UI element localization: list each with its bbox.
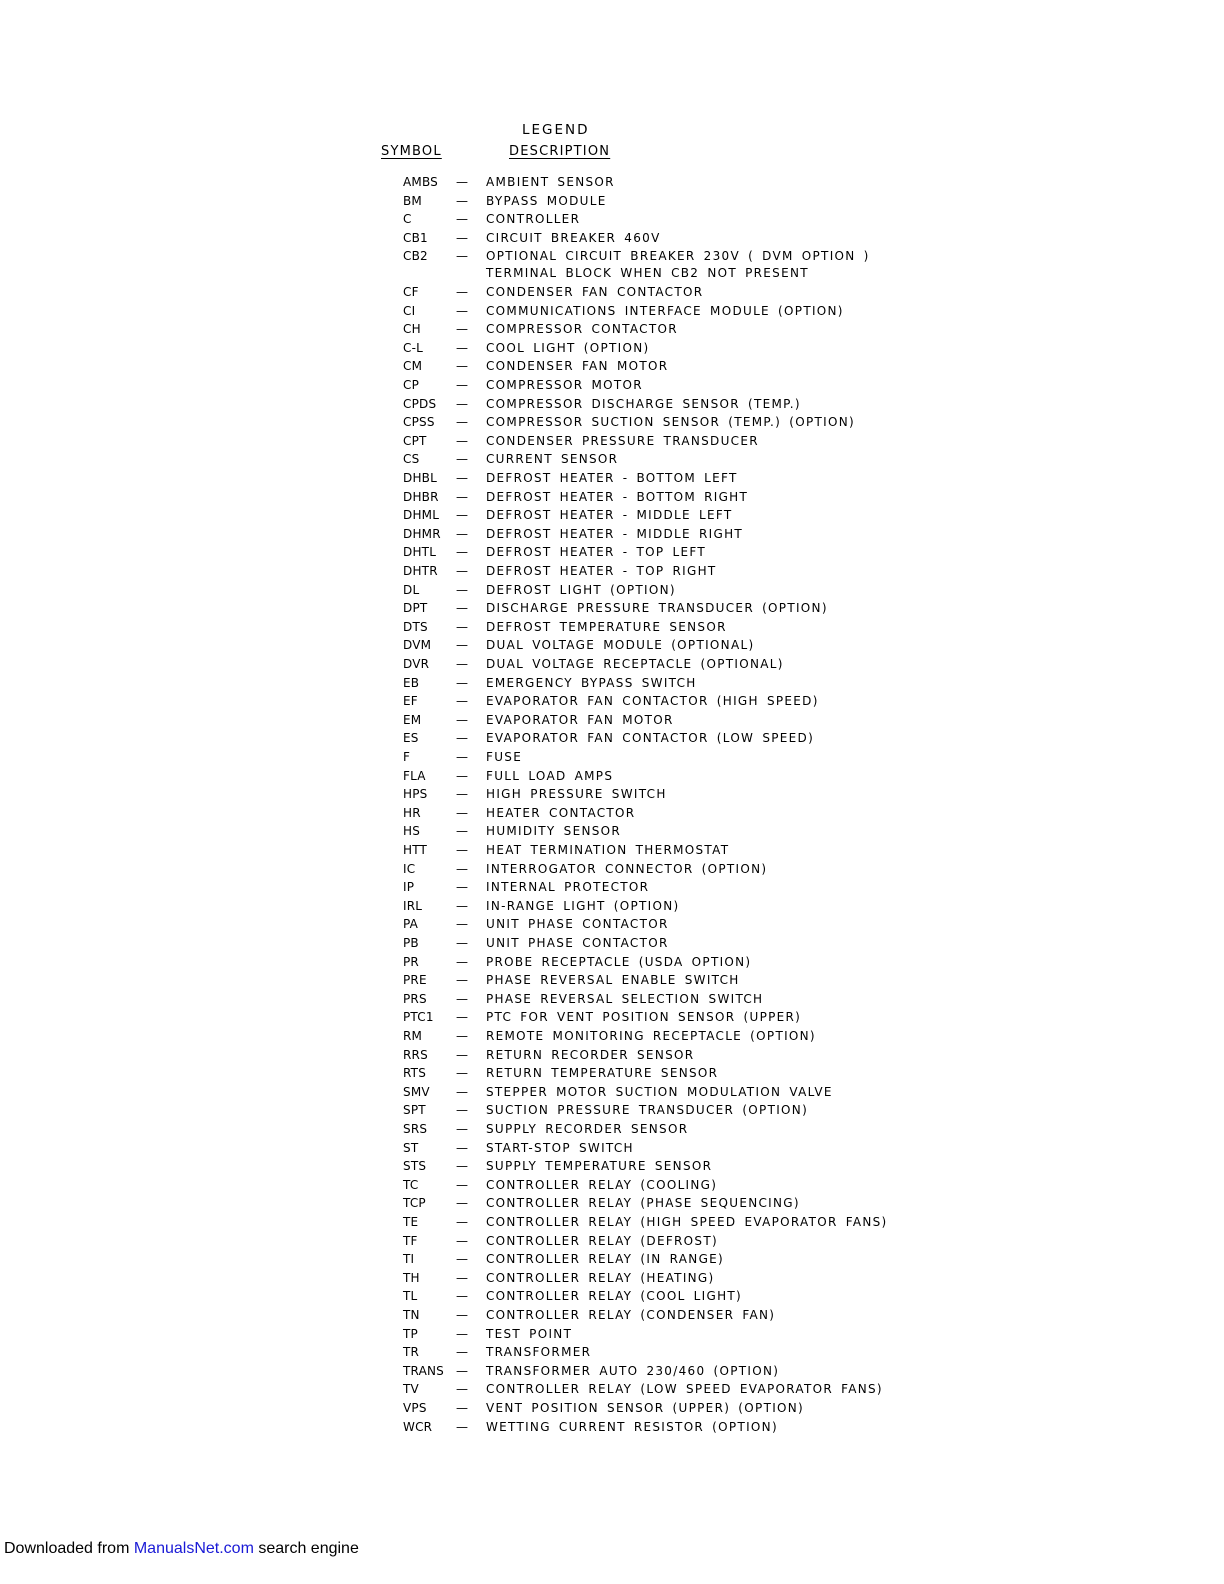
- entry-description: DEFROST HEATER - MIDDLE RIGHT: [486, 526, 744, 541]
- entry-symbol: DHBR: [403, 489, 439, 504]
- entry-dash: —: [456, 694, 468, 709]
- entry-description: TRANSFORMER: [486, 1345, 592, 1360]
- entry-dash: —: [456, 545, 468, 560]
- entry-description: DEFROST HEATER - BOTTOM LEFT: [486, 471, 738, 485]
- symbol-column-header: SYMBOL: [381, 144, 442, 159]
- entry-description: RETURN TEMPERATURE SENSOR: [486, 1066, 719, 1081]
- entry-dash: —: [456, 675, 468, 690]
- entry-description: PTC FOR VENT POSITION SENSOR (UPPER): [486, 1010, 802, 1025]
- entry-description: UNIT PHASE CONTACTOR: [486, 917, 669, 932]
- entry-symbol: HPS: [403, 787, 428, 802]
- entry-symbol: DHTR: [403, 564, 438, 578]
- entry-description: DISCHARGE PRESSURE TRANSDUCER (OPTION): [486, 601, 828, 616]
- entry-description: COMPRESSOR CONTACTOR: [486, 322, 678, 337]
- entry-symbol: FLA: [403, 768, 426, 783]
- entry-description: CONDENSER FAN CONTACTOR: [486, 285, 704, 299]
- entry-description: FUSE: [486, 750, 523, 764]
- entry-description: EVAPORATOR FAN CONTACTOR (HIGH SPEED): [486, 694, 819, 709]
- entry-dash: —: [456, 601, 468, 616]
- entry-description: DEFROST TEMPERATURE SENSOR: [486, 619, 727, 634]
- entry-description: SUPPLY RECORDER SENSOR: [486, 1122, 689, 1136]
- entry-dash: —: [456, 1177, 468, 1192]
- entry-description: PHASE REVERSAL SELECTION SWITCH: [486, 991, 764, 1006]
- entry-symbol: TRANS: [403, 1363, 444, 1378]
- entry-description: DEFROST LIGHT (OPTION): [486, 582, 676, 597]
- entry-symbol: SMV: [403, 1084, 430, 1099]
- entry-symbol: RM: [403, 1029, 423, 1043]
- entry-description: COMPRESSOR SUCTION SENSOR (TEMP.) (OPTION): [486, 415, 856, 430]
- entry-description: DUAL VOLTAGE MODULE (OPTIONAL): [486, 638, 755, 653]
- entry-symbol: ST: [403, 1140, 419, 1155]
- entry-symbol: DHMR: [403, 526, 441, 541]
- entry-dash: —: [456, 396, 468, 411]
- entry-symbol: EF: [403, 694, 418, 709]
- entry-dash: —: [456, 991, 468, 1006]
- entry-dash: —: [456, 359, 468, 374]
- entry-symbol: PB: [403, 936, 419, 950]
- entry-dash: —: [456, 1363, 468, 1378]
- entry-description: CIRCUIT BREAKER 460V: [486, 230, 661, 245]
- entry-description: EVAPORATOR FAN MOTOR: [486, 712, 674, 727]
- entry-description: INTERNAL PROTECTOR: [486, 880, 650, 895]
- entry-symbol: TH: [403, 1270, 420, 1285]
- entry-dash: —: [456, 1401, 468, 1415]
- entry-dash: —: [456, 582, 468, 597]
- entry-symbol: CH: [403, 322, 421, 337]
- footer-suffix: search engine: [253, 1540, 359, 1557]
- entry-symbol: SPT: [403, 1103, 426, 1118]
- entry-symbol: DVM: [403, 638, 432, 653]
- entry-description: DUAL VOLTAGE RECEPTACLE (OPTIONAL): [486, 657, 784, 671]
- entry-description: PHASE REVERSAL ENABLE SWITCH: [486, 973, 740, 988]
- entry-dash: —: [456, 1382, 468, 1397]
- entry-description: WETTING CURRENT RESISTOR (OPTION): [486, 1419, 778, 1434]
- entry-dash: —: [456, 1308, 468, 1322]
- entry-dash: —: [456, 861, 468, 876]
- entry-description: CONTROLLER RELAY (LOW SPEED EVAPORATOR FANS): [486, 1382, 883, 1397]
- entry-dash: —: [456, 954, 468, 969]
- entry-dash: —: [456, 787, 468, 802]
- entry-symbol: CPDS: [403, 396, 437, 411]
- entry-symbol: ES: [403, 731, 419, 746]
- entry-description: TEST POINT: [486, 1326, 573, 1341]
- entry-dash: —: [456, 230, 468, 245]
- entry-symbol: DVR: [403, 657, 430, 671]
- entry-description: AMBIENT SENSOR: [486, 175, 615, 189]
- entry-description: TRANSFORMER AUTO 230/460 (OPTION): [486, 1363, 780, 1378]
- entry-symbol: WCR: [403, 1419, 433, 1434]
- entry-symbol: EB: [403, 675, 420, 690]
- entry-description: CONDENSER FAN MOTOR: [486, 359, 669, 374]
- entry-description: CONTROLLER: [486, 212, 581, 227]
- entry-description: COMPRESSOR MOTOR: [486, 378, 643, 392]
- entry-dash: —: [456, 1289, 468, 1304]
- entry-symbol: CF: [403, 285, 419, 299]
- entry-symbol: RRS: [403, 1047, 428, 1062]
- entry-symbol: AMBS: [403, 175, 439, 189]
- entry-description: SUPPLY TEMPERATURE SENSOR: [486, 1159, 713, 1174]
- entry-symbol: DTS: [403, 619, 428, 634]
- entry-description: CONTROLLER RELAY (COOLING): [486, 1177, 718, 1192]
- entry-dash: —: [456, 638, 468, 653]
- manualsnet-link[interactable]: ManualsNet.com: [133, 1540, 254, 1557]
- entry-description: COOL LIGHT (OPTION): [486, 340, 650, 355]
- entry-symbol: F: [403, 750, 411, 764]
- entry-description: VENT POSITION SENSOR (UPPER) (OPTION): [486, 1401, 805, 1415]
- entry-dash: —: [456, 880, 468, 895]
- entry-description: COMPRESSOR DISCHARGE SENSOR (TEMP.): [486, 396, 801, 411]
- entry-dash: —: [456, 843, 468, 857]
- entry-description: EVAPORATOR FAN CONTACTOR (LOW SPEED): [486, 731, 815, 746]
- entry-symbol: PA: [403, 917, 419, 932]
- entry-dash: —: [456, 212, 468, 227]
- entry-dash: —: [456, 1047, 468, 1062]
- entry-symbol: PRS: [403, 991, 427, 1006]
- entry-description: HUMIDITY SENSOR: [486, 824, 622, 839]
- entry-symbol: DHTL: [403, 545, 437, 560]
- entry-dash: —: [456, 1084, 468, 1099]
- entry-description: CONTROLLER RELAY (HIGH SPEED EVAPORATOR FANS): [486, 1215, 888, 1229]
- entry-dash: —: [456, 1103, 468, 1118]
- entry-symbol: CP: [403, 378, 420, 392]
- entry-description: DEFROST HEATER - TOP LEFT: [486, 545, 706, 560]
- entry-symbol: HS: [403, 824, 421, 839]
- entry-symbol: HTT: [403, 843, 428, 857]
- entry-dash: —: [456, 1419, 468, 1434]
- entry-dash: —: [456, 285, 468, 299]
- entry-description: OPTIONAL CIRCUIT BREAKER 230V ( DVM OPTION ): [486, 249, 870, 264]
- entry-description: HIGH PRESSURE SWITCH: [486, 787, 667, 802]
- entry-description: REMOTE MONITORING RECEPTACLE (OPTION): [486, 1029, 816, 1043]
- entry-symbol: STS: [403, 1159, 427, 1174]
- entry-symbol: DL: [403, 582, 420, 597]
- entry-dash: —: [456, 249, 468, 264]
- entry-dash: —: [456, 712, 468, 727]
- entry-description: PROBE RECEPTACLE (USDA OPTION): [486, 954, 752, 969]
- entry-description: CONTROLLER RELAY (IN RANGE): [486, 1252, 725, 1267]
- entry-dash: —: [456, 1196, 468, 1211]
- entry-dash: —: [456, 378, 468, 392]
- entry-dash: —: [456, 731, 468, 746]
- entry-description: DEFROST HEATER - MIDDLE LEFT: [486, 508, 733, 523]
- entry-symbol: TI: [403, 1252, 415, 1267]
- entry-description: CONTROLLER RELAY (DEFROST): [486, 1233, 718, 1248]
- entry-dash: —: [456, 415, 468, 430]
- entry-description: INTERROGATOR CONNECTOR (OPTION): [486, 861, 768, 876]
- entry-description: COMMUNICATIONS INTERFACE MODULE (OPTION): [486, 303, 844, 318]
- entry-dash: —: [456, 936, 468, 950]
- entry-description: IN-RANGE LIGHT (OPTION): [486, 898, 680, 913]
- entry-dash: —: [456, 1326, 468, 1341]
- entry-dash: —: [456, 193, 468, 208]
- entry-symbol: PR: [403, 954, 419, 969]
- entry-description: EMERGENCY BYPASS SWITCH: [486, 675, 697, 690]
- entry-dash: —: [456, 526, 468, 541]
- entry-dash: —: [456, 768, 468, 783]
- entry-dash: —: [456, 1066, 468, 1081]
- entry-description: SUCTION PRESSURE TRANSDUCER (OPTION): [486, 1103, 809, 1118]
- entry-dash: —: [456, 1345, 468, 1360]
- entry-symbol: CB2: [403, 249, 428, 264]
- entry-dash: —: [456, 489, 468, 504]
- entry-symbol: BM: [403, 193, 422, 208]
- entry-dash: —: [456, 1252, 468, 1267]
- entry-symbol: RTS: [403, 1066, 427, 1081]
- entry-dash: —: [456, 973, 468, 988]
- entry-symbol: EM: [403, 712, 422, 727]
- entry-dash: —: [456, 433, 468, 448]
- entry-symbol: CPT: [403, 433, 427, 448]
- entry-dash: —: [456, 1159, 468, 1174]
- entry-symbol: TE: [403, 1215, 419, 1229]
- entry-dash: —: [456, 1270, 468, 1285]
- entry-description: CONTROLLER RELAY (HEATING): [486, 1270, 715, 1285]
- entry-symbol: DHBL: [403, 471, 437, 485]
- entry-symbol: IRL: [403, 898, 423, 913]
- entry-symbol: PRE: [403, 973, 427, 988]
- cb2-continuation-line: TERMINAL BLOCK WHEN CB2 NOT PRESENT: [486, 266, 809, 281]
- description-column-header: DESCRIPTION: [509, 144, 611, 159]
- entry-dash: —: [456, 1215, 468, 1229]
- entry-dash: —: [456, 471, 468, 485]
- entry-symbol: CS: [403, 452, 420, 467]
- entry-description: CONTROLLER RELAY (PHASE SEQUENCING): [486, 1196, 800, 1211]
- entry-symbol: HR: [403, 805, 421, 820]
- entry-dash: —: [456, 303, 468, 318]
- legend-title: LEGEND: [522, 122, 590, 138]
- entry-dash: —: [456, 1140, 468, 1155]
- download-footer: [4, 1540, 359, 1558]
- entry-description: HEAT TERMINATION THERMOSTAT: [486, 843, 730, 857]
- entry-symbol: C: [403, 212, 412, 227]
- entry-dash: —: [456, 340, 468, 355]
- entry-symbol: TP: [403, 1326, 418, 1341]
- entry-symbol: IC: [403, 861, 416, 876]
- entry-symbol: TR: [403, 1345, 420, 1360]
- entry-description: CONTROLLER RELAY (CONDENSER FAN): [486, 1308, 776, 1322]
- entry-description: BYPASS MODULE: [486, 193, 607, 208]
- entry-symbol: TC: [403, 1177, 419, 1192]
- entry-symbol: TCP: [403, 1196, 426, 1211]
- entry-symbol: CPSS: [403, 415, 435, 430]
- entry-symbol: TL: [403, 1289, 418, 1304]
- entry-dash: —: [456, 508, 468, 523]
- entry-dash: —: [456, 1122, 468, 1136]
- entry-symbol: PTC1: [403, 1010, 434, 1025]
- entry-dash: —: [456, 657, 468, 671]
- entry-description: UNIT PHASE CONTACTOR: [486, 936, 669, 950]
- entry-symbol: SRS: [403, 1122, 428, 1136]
- entry-description: CURRENT SENSOR: [486, 452, 619, 467]
- entry-dash: —: [456, 1233, 468, 1248]
- entry-symbol: TF: [403, 1233, 418, 1248]
- entry-dash: —: [456, 175, 468, 189]
- entry-symbol: CB1: [403, 230, 428, 245]
- entry-description: CONDENSER PRESSURE TRANSDUCER: [486, 433, 759, 448]
- entry-dash: —: [456, 824, 468, 839]
- entry-symbol: C-L: [403, 340, 423, 355]
- entry-description: RETURN RECORDER SENSOR: [486, 1047, 695, 1062]
- entry-dash: —: [456, 619, 468, 634]
- entry-symbol: VPS: [403, 1401, 427, 1415]
- entry-symbol: TN: [403, 1308, 420, 1322]
- entry-symbol: CM: [403, 359, 423, 374]
- entry-description: HEATER CONTACTOR: [486, 805, 636, 820]
- entry-dash: —: [456, 1010, 468, 1025]
- entry-dash: —: [456, 564, 468, 578]
- entry-description: FULL LOAD AMPS: [486, 768, 614, 783]
- entry-dash: —: [456, 750, 468, 764]
- entry-dash: —: [456, 1029, 468, 1043]
- entry-symbol: TV: [403, 1382, 419, 1397]
- entry-description: DEFROST HEATER - TOP RIGHT: [486, 564, 717, 578]
- entry-dash: —: [456, 452, 468, 467]
- entry-description: START-STOP SWITCH: [486, 1140, 634, 1155]
- entry-description: CONTROLLER RELAY (COOL LIGHT): [486, 1289, 743, 1304]
- entry-dash: —: [456, 917, 468, 932]
- entry-description: STEPPER MOTOR SUCTION MODULATION VALVE: [486, 1084, 833, 1099]
- entry-dash: —: [456, 805, 468, 820]
- entry-symbol: DPT: [403, 601, 428, 616]
- entry-symbol: DHML: [403, 508, 440, 523]
- entry-dash: —: [456, 898, 468, 913]
- entry-symbol: IP: [403, 880, 415, 895]
- entry-description: DEFROST HEATER - BOTTOM RIGHT: [486, 489, 749, 504]
- entry-symbol: CI: [403, 303, 416, 318]
- footer-prefix: Downloaded from: [4, 1540, 134, 1557]
- entry-dash: —: [456, 322, 468, 337]
